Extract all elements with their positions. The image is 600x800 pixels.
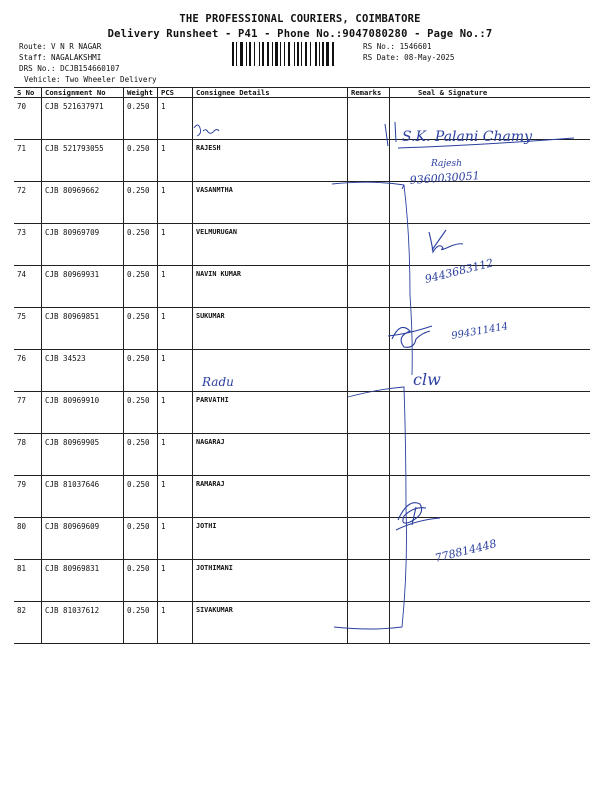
cell-consignment: CJB 81037612 (42, 602, 124, 644)
cell-consignment: CJB 521793055 (42, 140, 124, 182)
cell-remarks (348, 182, 390, 224)
cell-sno: 74 (14, 266, 42, 308)
cell-consignee: VASANMTHA (193, 182, 348, 224)
phone-note-1: 9360030051 (409, 169, 481, 187)
cell-sno: 77 (14, 392, 42, 434)
barcode-bar (254, 42, 255, 66)
cell-consignment: CJB 80969931 (42, 266, 124, 308)
cell-consignment: CJB 80969910 (42, 392, 124, 434)
cell-remarks (348, 350, 390, 392)
cell-weight: 0.250 (124, 560, 158, 602)
cell-sno: 81 (14, 560, 42, 602)
cell-weight: 0.250 (124, 182, 158, 224)
signature-text-2: Rajesh (431, 159, 462, 169)
barcode-bar (272, 42, 273, 66)
barcode-bar (236, 42, 237, 66)
barcode-bar (262, 42, 264, 66)
cell-seal (390, 224, 591, 266)
cell-remarks (348, 476, 390, 518)
cell-consignee: SUKUMAR (193, 308, 348, 350)
table-row (14, 224, 590, 266)
cell-pcs: 1 (158, 434, 193, 476)
cell-sno: 80 (14, 518, 42, 560)
cell-pcs: 1 (158, 476, 193, 518)
barcode-bar (267, 42, 269, 66)
route-label: Route: V N R NAGAR (19, 42, 102, 51)
barcode-bar (232, 42, 234, 66)
cell-sno: 70 (14, 98, 42, 140)
cell-sno: 82 (14, 602, 42, 644)
barcode-bar (297, 42, 299, 66)
cell-consignee: JOTHIMANI (193, 560, 348, 602)
cell-weight: 0.250 (124, 392, 158, 434)
rs-number: RS No.: 1546601 (363, 42, 432, 51)
cell-consignment: CJB 521637971 (42, 98, 124, 140)
barcode-bar (332, 42, 334, 66)
col-header-sno: S No (14, 88, 42, 98)
cell-pcs: 1 (158, 518, 193, 560)
barcode-bar (249, 42, 251, 66)
cell-consignee: JOTHI (193, 518, 348, 560)
drs-barcode (232, 42, 358, 66)
cell-seal (390, 392, 591, 434)
cell-weight: 0.250 (124, 518, 158, 560)
col-header-consignee: Consignee Details (193, 88, 348, 98)
cell-consignment: CJB 80969709 (42, 224, 124, 266)
cell-consignee (193, 350, 348, 392)
barcode-bar (275, 42, 278, 66)
table-row (14, 560, 590, 602)
col-header-weight: Weight (124, 88, 158, 98)
cell-remarks (348, 392, 390, 434)
cell-consignment: CJB 80969831 (42, 560, 124, 602)
barcode-bar (240, 42, 243, 66)
cell-seal (390, 518, 591, 560)
cell-sno: 78 (14, 434, 42, 476)
barcode-bar (310, 42, 311, 66)
cell-seal (390, 434, 591, 476)
cell-remarks (348, 434, 390, 476)
cell-weight: 0.250 (124, 434, 158, 476)
barcode-bar (301, 42, 302, 66)
cell-weight: 0.250 (124, 98, 158, 140)
table-row (14, 434, 590, 476)
staff-label: Staff: NAGALAKSHMI (19, 53, 102, 62)
phone-note-3: 994311414 (450, 321, 509, 342)
barcode-bar (294, 42, 295, 66)
barcode-bar (322, 42, 324, 66)
cell-weight: 0.250 (124, 266, 158, 308)
cell-sno: 72 (14, 182, 42, 224)
cell-remarks (348, 140, 390, 182)
cell-weight: 0.250 (124, 224, 158, 266)
cell-pcs: 1 (158, 602, 193, 644)
barcode-bar (284, 42, 285, 66)
vehicle-label: Vehicle: Two Wheeler Delivery (24, 75, 157, 84)
table-row (14, 392, 590, 434)
cell-weight: 0.250 (124, 308, 158, 350)
cell-remarks (348, 266, 390, 308)
cell-weight: 0.250 (124, 602, 158, 644)
cell-remarks (348, 224, 390, 266)
table-row (14, 476, 590, 518)
cell-consignee: PARVATHI (193, 392, 348, 434)
runsheet-subtitle: Delivery Runsheet - P41 - Phone No.:9047080280 - Page No.:7 (107, 28, 493, 40)
barcode-bar (280, 42, 281, 66)
cell-consignment: CJB 80969905 (42, 434, 124, 476)
cell-sno: 73 (14, 224, 42, 266)
cell-sno: 75 (14, 308, 42, 350)
cell-pcs: 1 (158, 350, 193, 392)
cell-consignee: SIVAKUMAR (193, 602, 348, 644)
phone-note-2: 9443683112 (423, 256, 495, 286)
barcode-bar (288, 42, 290, 66)
barcode-bar (259, 42, 260, 66)
col-header-pcs: PCS (158, 88, 193, 98)
cell-sno: 76 (14, 350, 42, 392)
barcode-bar (246, 42, 247, 66)
table-row (14, 182, 590, 224)
cell-consignment: CJB 80969662 (42, 182, 124, 224)
table-header-row (14, 88, 590, 98)
cell-consignee: VELMURUGAN (193, 224, 348, 266)
drs-number: DRS No.: DCJB154660107 (19, 64, 120, 73)
table-row (14, 308, 590, 350)
cell-pcs: 1 (158, 560, 193, 602)
cell-seal (390, 98, 591, 140)
cell-sno: 71 (14, 140, 42, 182)
cell-pcs: 1 (158, 392, 193, 434)
cell-seal (390, 476, 591, 518)
cell-remarks (348, 98, 390, 140)
cell-seal (390, 308, 591, 350)
company-title: THE PROFESSIONAL COURIERS, COIMBATORE (179, 13, 421, 25)
cell-seal (390, 140, 591, 182)
cell-weight: 0.250 (124, 140, 158, 182)
col-header-seal: Seal & Signature (390, 88, 591, 98)
table-row (14, 602, 590, 644)
cell-seal (390, 602, 591, 644)
cell-pcs: 1 (158, 308, 193, 350)
table-row (14, 140, 590, 182)
cell-pcs: 1 (158, 98, 193, 140)
cell-seal (390, 350, 591, 392)
cell-consignment: CJB 81037646 (42, 476, 124, 518)
cell-consignment: CJB 80969851 (42, 308, 124, 350)
cell-consignee (193, 98, 348, 140)
runsheet-table (14, 87, 590, 644)
table-row (14, 518, 590, 560)
table-row (14, 98, 590, 140)
cell-pcs: 1 (158, 224, 193, 266)
cell-seal (390, 266, 591, 308)
col-header-consignment: Consignment No (42, 88, 124, 98)
cell-remarks (348, 602, 390, 644)
barcode-bar (326, 42, 329, 66)
cell-pcs: 1 (158, 182, 193, 224)
table-row (14, 350, 590, 392)
barcode-bar (315, 42, 317, 66)
signature-text-3: clw (413, 370, 441, 389)
cell-remarks (348, 560, 390, 602)
cell-consignment: CJB 80969609 (42, 518, 124, 560)
cell-consignee: RAMARAJ (193, 476, 348, 518)
cell-weight: 0.250 (124, 476, 158, 518)
barcode-bar (305, 42, 307, 66)
cell-sno: 79 (14, 476, 42, 518)
table-row (14, 266, 590, 308)
cell-seal (390, 560, 591, 602)
cell-remarks (348, 308, 390, 350)
cell-remarks (348, 518, 390, 560)
phone-note-4: 778814448 (433, 537, 498, 565)
cell-consignee: NAGARAJ (193, 434, 348, 476)
rs-date: RS Date: 08-May-2025 (363, 53, 455, 62)
cell-weight: 0.250 (124, 350, 158, 392)
cell-pcs: 1 (158, 140, 193, 182)
barcode-bar (319, 42, 320, 66)
consignee-signature-77: Radu (202, 375, 234, 389)
cell-consignee: RAJESH (193, 140, 348, 182)
cell-consignment: CJB 34523 (42, 350, 124, 392)
cell-consignee: NAVIN KUMAR (193, 266, 348, 308)
cell-pcs: 1 (158, 266, 193, 308)
col-header-remarks: Remarks (348, 88, 390, 98)
cell-seal (390, 182, 591, 224)
signature-text-1: S.K. Palani Chamy (402, 129, 533, 145)
